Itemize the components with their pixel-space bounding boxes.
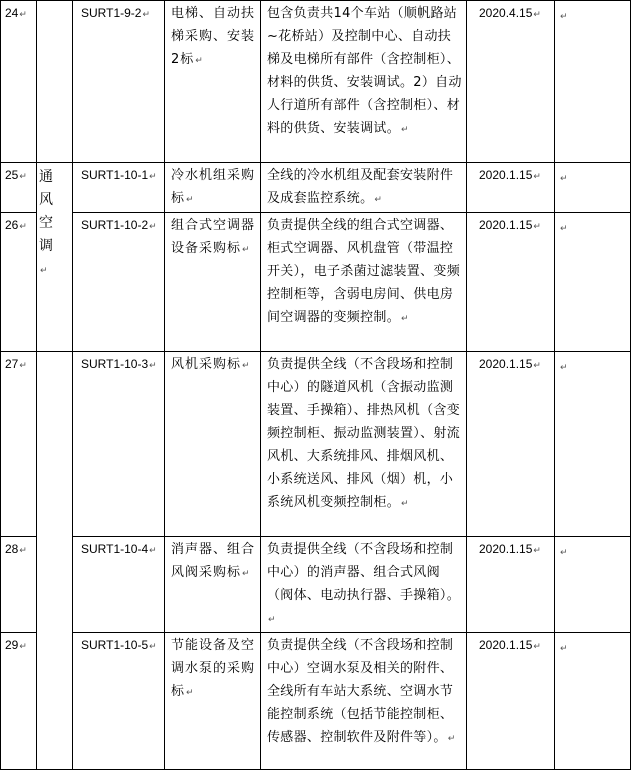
tender-code: SURT1-10-5↵ (73, 633, 165, 770)
row-number: 25↵ (1, 163, 37, 213)
tender-scope: 负责提供全线（不含段场和控制中心）的消声器、组合式风阀（阀体、电动执行器、手操箱）。↵ (261, 537, 467, 633)
table-row (1, 633, 631, 770)
tender-code: SURT1-10-1↵ (73, 163, 165, 213)
empty-cell: ↵ (555, 163, 631, 213)
tender-name: 冷水机组采购标↵ (165, 163, 261, 213)
tender-scope: 负责提供全线（不含段场和控制中心）空调水泵及相关的附件、全线所有车站大系统、空调水节能控制系统（包括节能控制柜、传感器、控制软件及附件等）。↵ (261, 633, 467, 770)
tender-date: 2020.1.15↵ (467, 537, 555, 633)
tender-scope: 全线的冷水机组及配套安装附件及成套监控系统。↵ (261, 163, 467, 213)
row-number: 27↵ (1, 352, 37, 537)
tender-scope: 负责提供全线的组合式空调器、柜式空调器、风机盘管（带温控开关），电子杀菌过滤装置、变频控制柜等，含弱电房间、供电房间空调器的变频控制。↵ (261, 213, 467, 352)
tender-name: 节能设备及空调水泵的采购标↵ (165, 633, 261, 770)
empty-cell: ↵ (555, 1, 631, 163)
tender-code: SURT1-9-2↵ (73, 1, 165, 163)
tender-date: 2020.1.15↵ (467, 633, 555, 770)
empty-cell: ↵ (555, 633, 631, 770)
tender-name: 风机采购标↵ (165, 352, 261, 537)
tender-name: 消声器、组合风阀采购标↵ (165, 537, 261, 633)
row-number: 26↵ (1, 213, 37, 352)
tender-date: 2020.1.15↵ (467, 163, 555, 213)
tender-code: SURT1-10-3↵ (73, 352, 165, 537)
empty-cell: ↵ (555, 352, 631, 537)
tender-date: 2020.1.15↵ (467, 213, 555, 352)
table-row (1, 163, 631, 213)
tender-name: 电梯、自动扶梯采购、安装2标↵ (165, 1, 261, 163)
tender-scope: 包含负责共14个车站（顺帆路站~花桥站）及控制中心、自动扶梯及电梯所有部件（含控制柜）、材料的供货、安装调试。2）自动人行道所有部件（含控制柜）、材料的供货、安装调试。↵ (261, 1, 467, 163)
row-number: 28↵ (1, 537, 37, 633)
category-cell-empty (37, 1, 73, 163)
tender-scope: 负责提供全线（不含段场和控制中心）的隧道风机（含振动监测装置、手操箱）、排热风机（含变频控制柜、振动监测装置）、射流风机、大系统排风、排烟风机、小系统送风、排风（烟）机，小系统风机变频控制柜。↵ (261, 352, 467, 537)
category-cell-continued (37, 352, 73, 770)
empty-cell: ↵ (555, 537, 631, 633)
table-row (1, 213, 631, 352)
row-number: 24↵ (1, 1, 37, 163)
row-number: 29↵ (1, 633, 37, 770)
tender-code: SURT1-10-4↵ (73, 537, 165, 633)
table-row (1, 1, 631, 163)
category-cell (37, 163, 73, 352)
tender-date: 2020.1.15↵ (467, 352, 555, 537)
category-char: 空 (39, 215, 53, 231)
table-row (1, 352, 631, 537)
tender-code: SURT1-10-2↵ (73, 213, 165, 352)
table-row (1, 537, 631, 633)
tender-date: 2020.4.15↵ (467, 1, 555, 163)
tender-name: 组合式空调器设备采购标↵ (165, 213, 261, 352)
category-char: 风 (39, 192, 53, 208)
category-char: 调↵ (39, 238, 53, 276)
empty-cell: ↵ (555, 213, 631, 352)
category-char: 通 (39, 169, 53, 185)
